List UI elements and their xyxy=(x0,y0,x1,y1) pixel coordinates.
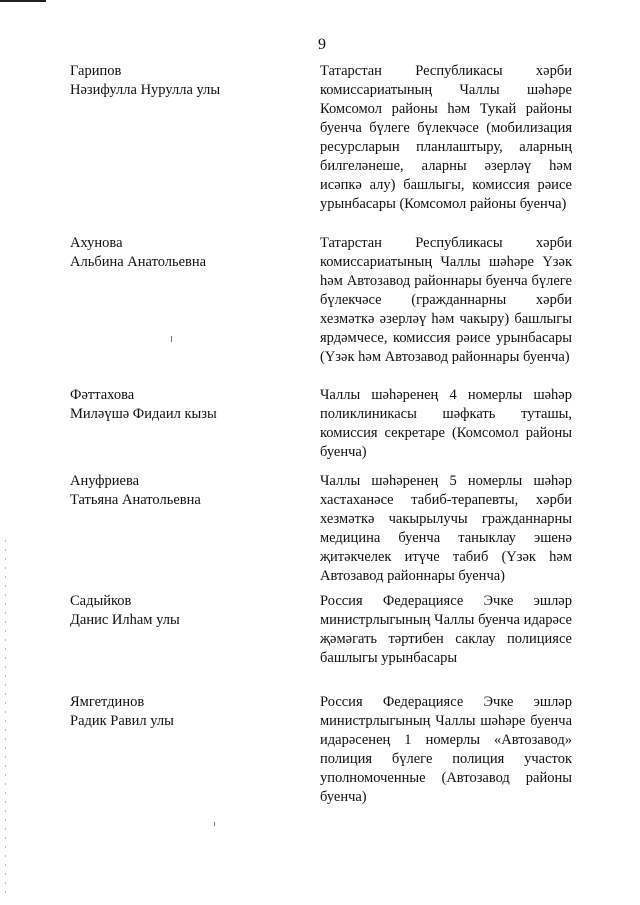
position-description: Татарстан Республикасы хәрби комиссариатының Чаллы шәһәре Үзәк һәм Автозавод районнары буенча бүлеге бүлекчәсе (гражданнарны хәрби хезмәткә әзерләү һәм чакыру) башлыгы ярдәмчесе, комиссия рәисе урынбасары (Үзәк һәм Автозавод районнары буенча) xyxy=(320,235,572,365)
person-name xyxy=(70,693,290,731)
scan-edge-marks xyxy=(5,540,6,900)
person-name xyxy=(70,62,290,100)
given-names: Данис Илһам улы xyxy=(70,612,180,628)
person-name xyxy=(70,592,290,630)
given-names: Радик Равил улы xyxy=(70,713,174,729)
person-name xyxy=(70,234,290,272)
surname: Ахунова xyxy=(70,235,123,251)
position-description: Россия Федерациясе Эчке эшләр министрлыгының Чаллы шәһәре буенча идарәсенең 1 номерлы «Автозавод» полиция бүлеге полиция участок уполномоченные (Автозавод районы буенча) xyxy=(320,694,572,805)
position-description: Татарстан Республикасы хәрби комиссариатының Чаллы шәһәре Комсомол районы һәм Тукай районы буенча бүлеге бүлекчәсе (мобилизация ресурсларын планлаштыру, аларның билгеләнеше, аларны әзерләү һәм исәпкә алу) башлыгы, комиссия рәисе урынбасары (Комсомол районы буенча) xyxy=(320,63,572,212)
given-names: Альбина Анатольевна xyxy=(70,254,207,270)
surname: Ануфриева xyxy=(70,473,140,489)
top-rule xyxy=(0,0,46,2)
surname: Гарипов xyxy=(70,63,122,79)
given-names: Нәзифулла Нурулла улы xyxy=(70,82,221,98)
person-name xyxy=(70,472,290,510)
page-number: 9 xyxy=(318,36,326,53)
surname: Фәттахова xyxy=(70,387,135,403)
position-description: Россия Федерациясе Эчке эшләр министрлыгының Чаллы буенча идарәсе җәмәгать тәртибен саклау полициясе башлыгы урынбасары xyxy=(320,593,572,666)
position-description: Чаллы шәһәренең 4 номерлы шәһәр поликлиникасы шәфкать туташы, комиссия секретаре (Комсомол районы буенча) xyxy=(320,387,572,460)
scan-speck xyxy=(214,822,215,826)
given-names: Миләүшә Фидаил кызы xyxy=(70,406,217,422)
surname: Ямгетдинов xyxy=(70,694,145,710)
given-names: Татьяна Анатольевна xyxy=(70,492,201,508)
person-name xyxy=(70,386,290,424)
surname: Садыйков xyxy=(70,593,132,609)
position-description: Чаллы шәһәренең 5 номерлы шәһәр хастаханәсе табиб-терапевты, хәрби хезмәткә чакырылучы гражданнарны медицина буенча таныклау эшенә җитәкчелек итүче табиб (Үзәк һәм Автозавод районнары буенча) xyxy=(320,473,572,584)
scan-speck xyxy=(171,336,172,342)
